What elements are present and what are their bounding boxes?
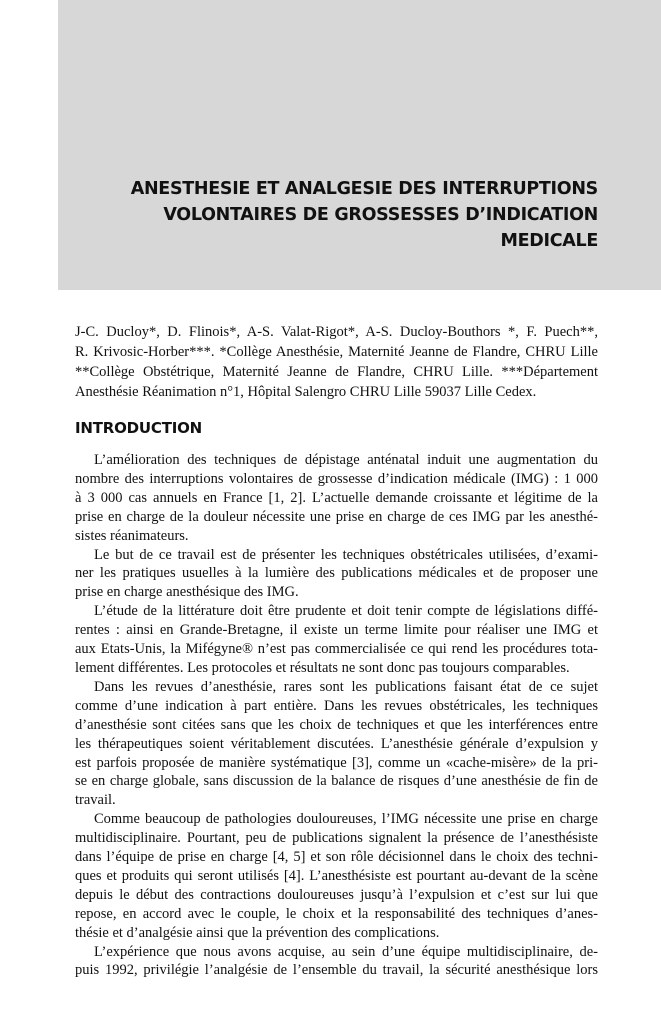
body-line: thésie et d’analgésie ainsi que la prévention des complications. <box>75 924 440 941</box>
body-line: comme d’une indication à part entière. Dans les revues obstétricales, les techniques <box>75 697 598 714</box>
body-line: est parfois proposée de manière systématique [3], comme un «cache-misère» de la pri- <box>75 754 598 771</box>
body-line: nombre des interruptions volontaires de grossesse d’indication médicale (IMG) : 1 000 <box>75 470 598 487</box>
article-title <box>58 176 598 254</box>
body-line: L’expérience que nous avons acquise, au sein d’une équipe multidisciplinaire, de- <box>94 943 598 960</box>
body-line: se en charge globale, sans discussion de la balance de risques d’une anesthésie de fin de <box>75 773 598 790</box>
body-text <box>75 451 598 980</box>
body-line: aux Etats-Unis, la Mifégyne® n’est pas commercialisée ce qui rend les procédures tota- <box>75 641 598 658</box>
section-heading: INTRODUCTION <box>75 419 203 437</box>
body-line: ner les pratiques usuelles à la lumière des publications médicales et de proposer une <box>75 565 598 582</box>
author-affiliations <box>75 322 598 402</box>
body-line: rentes : ainsi en Grande-Bretagne, il existe un terme limite pour réaliser une IMG et <box>75 622 598 639</box>
body-line: lement différentes. Les protocoles et résultats ne sont donc pas toujours comparables. <box>75 659 570 676</box>
body-line: L’étude de la littérature doit être prudente et doit tenir compte de législations diffé- <box>94 603 598 620</box>
body-line: depuis le début des contractions douloureuses jusqu’à l’expulsion et c’est sur lui que <box>75 886 598 903</box>
authors-line: J-C. Ducloy*, D. Flinois*, A-S. Valat-Rigot*, A-S. Ducloy-Bouthors *, F. Puech**, <box>75 324 598 340</box>
body-line: les thérapeutiques soient véritablement discutées. L’anesthésie générale d’expulsion y <box>75 735 598 752</box>
body-line: d’anesthésie sont citées sans que les choix de techniques et que les interférences entre <box>75 716 598 733</box>
body-line: prise en charge de la douleur nécessite une prise en charge de ces IMG par les anesthé- <box>75 508 598 525</box>
body-line: dans l’équipe de prise en charge [4, 5] et son rôle décisionnel dans le choix des techni- <box>75 849 598 866</box>
body-line: ques et produits qui seront utilisés [4]. L’anesthésiste est pourtant au-devant de la scène <box>75 867 598 884</box>
body-line: travail. <box>75 792 116 809</box>
body-line: Le but de ce travail est de présenter les techniques obstétricales utilisées, d’exami- <box>94 546 598 563</box>
body-line: à 3 000 cas annuels en France [1, 2]. L’actuelle demande croissante et légitime de la <box>75 489 598 506</box>
body-line: prise en charge anesthésique des IMG. <box>75 584 299 601</box>
authors-line: **Collège Obstétrique, Maternité Jeanne de Flandre, CHRU Lille. ***Département <box>75 364 598 380</box>
body-line: Comme beaucoup de pathologies douloureuses, l’IMG nécessite une prise en charge <box>94 811 598 828</box>
title-line: MEDICALE <box>500 231 598 251</box>
body-line: puis 1992, privilégie l’analgésie de l’ensemble du travail, la sécurité anesthésique lors <box>75 962 598 979</box>
body-line: repose, en accord avec le couple, le choix et la responsabilité des techniques d’anes- <box>75 905 598 922</box>
body-line: multidisciplinaire. Pourtant, peu de publications signalent la présence de l’anesthésiste <box>75 830 598 847</box>
authors-line: Anesthésie Réanimation n°1, Hôpital Salengro CHRU Lille 59037 Lille Cedex. <box>75 384 537 400</box>
title-line: VOLONTAIRES DE GROSSESSES D’INDICATION <box>163 205 598 225</box>
title-line: ANESTHESIE ET ANALGESIE DES INTERRUPTIONS <box>130 179 598 199</box>
body-line: L’amélioration des techniques de dépistage anténatal induit une augmentation du <box>94 452 598 468</box>
authors-line: R. Krivosic-Horber***. *Collège Anesthésie, Maternité Jeanne de Flandre, CHRU Lille <box>75 344 598 360</box>
body-line: sistes réanimateurs. <box>75 527 189 544</box>
body-line: Dans les revues d’anesthésie, rares sont les publications faisant état de ce sujet <box>94 678 598 695</box>
